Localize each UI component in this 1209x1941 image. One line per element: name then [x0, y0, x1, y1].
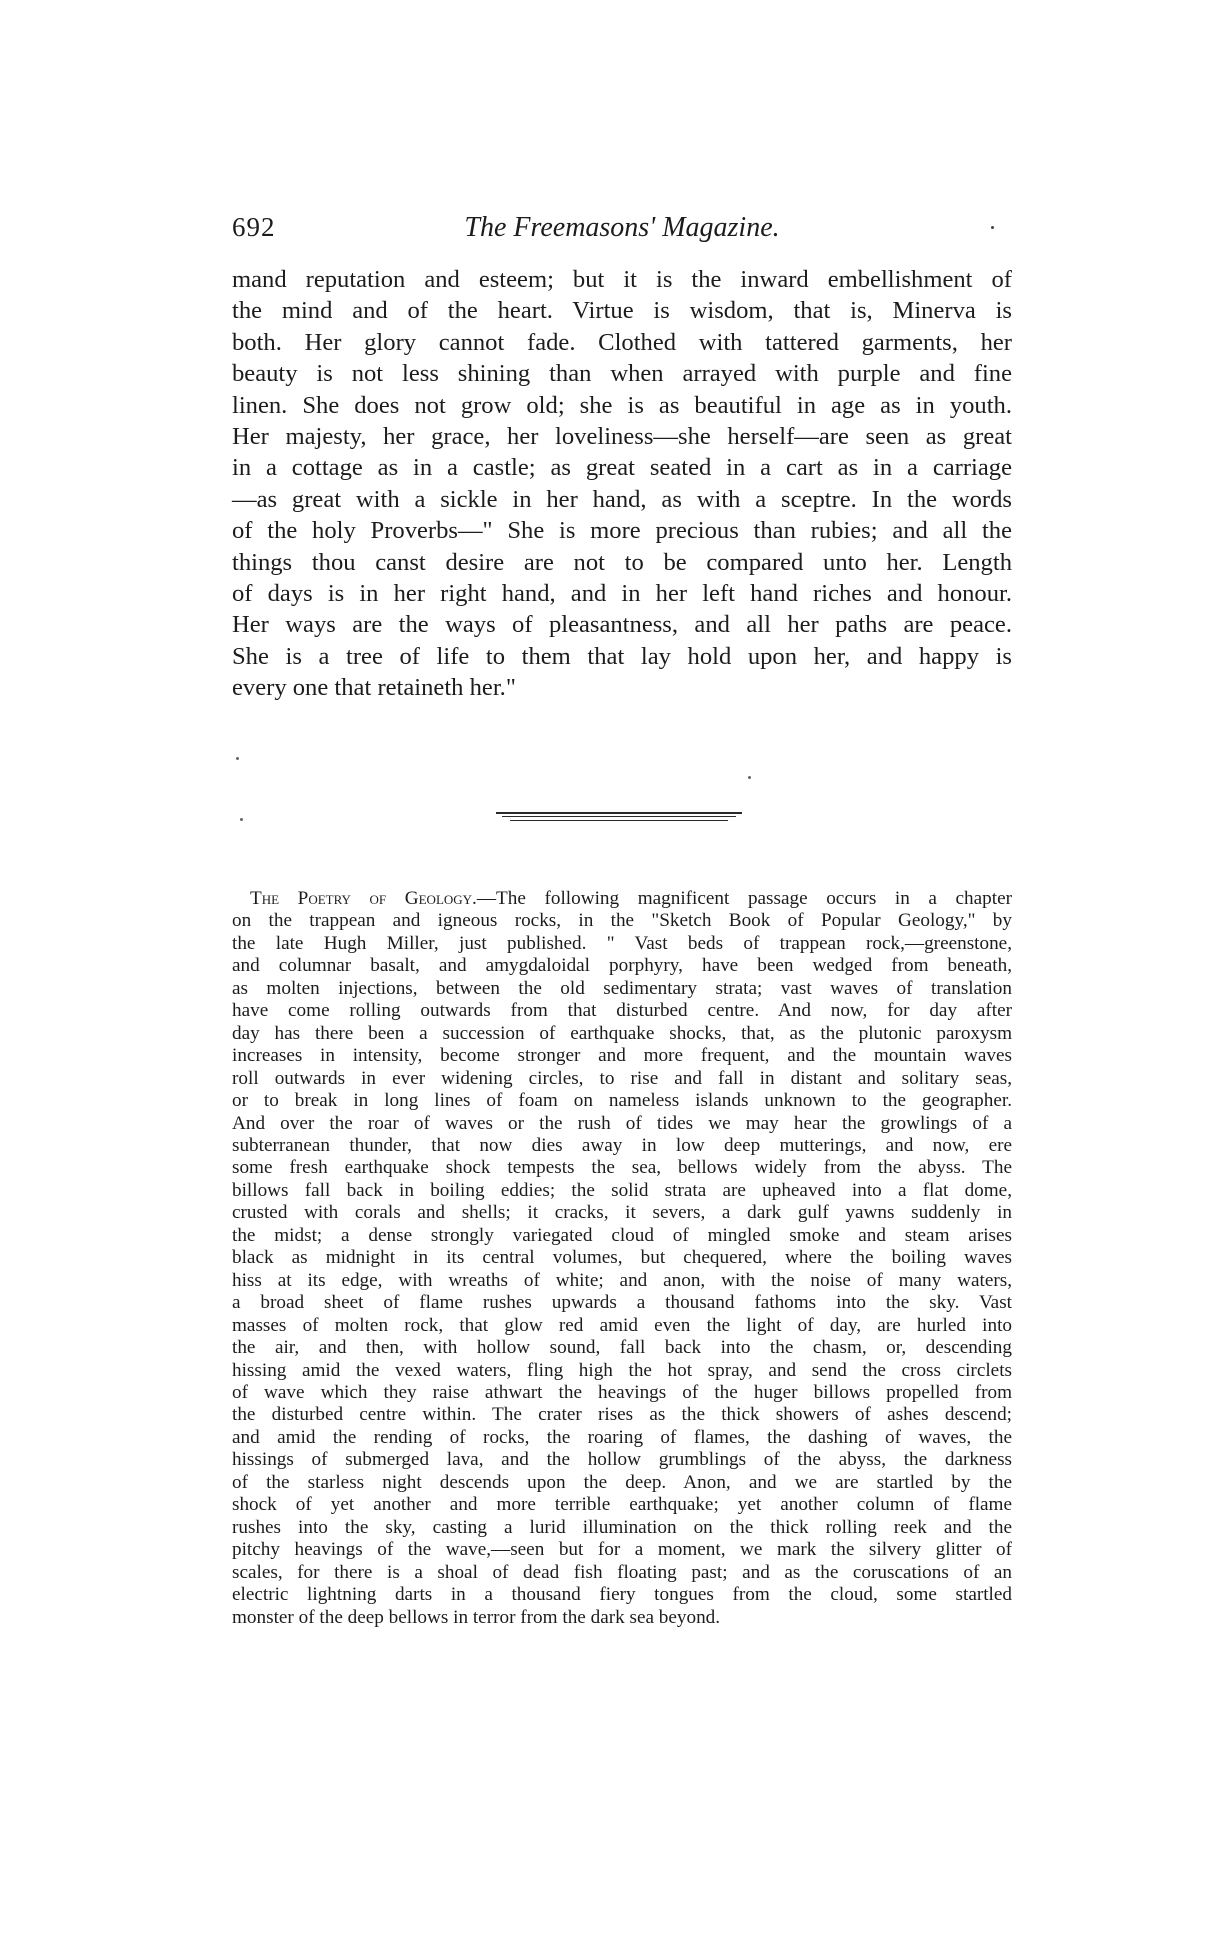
text-line: beauty is not less shining than when arrayed with purple and fine [232, 360, 1012, 388]
text-line: She is a tree of life to them that lay hold upon her, and happy is [232, 642, 1012, 670]
text-line: day has there been a succession of earthquake shocks, that, as the plutonic paroxysm [232, 1022, 1012, 1044]
text-line: shock of yet another and more terrible earthquake; yet another column of flame [232, 1494, 1012, 1516]
text-line-first [232, 888, 1012, 910]
text-line: the late Hugh Miller, just published. " Vast beds of trappean rock,—greenstone, [232, 932, 1012, 954]
text-line: black as midnight in its central volumes, but chequered, where the boiling waves [232, 1247, 1012, 1269]
text-line: both. Her glory cannot fade. Clothed with tattered garments, her [232, 328, 1012, 356]
text-line: a broad sheet of flame rushes upwards a thousand fathoms into the sky. Vast [232, 1292, 1012, 1314]
geology-paragraph [232, 888, 1012, 1629]
text-fragment: —The following magnificent passage occurs in a chapter [476, 888, 1012, 909]
divider-rule [496, 812, 742, 814]
page-number: 692 [232, 212, 276, 242]
text-line: And over the roar of waves or the rush of tides we may hear the growlings of a [232, 1112, 1012, 1134]
text-line: every one that retaineth her." [232, 674, 516, 702]
text-line: crusted with corals and shells; it cracks, it severs, a dark gulf yawns suddenly in [232, 1202, 1012, 1224]
text-line: Her majesty, her grace, her loveliness—she herself—are seen as great [232, 423, 1012, 451]
text-line: as molten injections, between the old sedimentary strata; vast waves of translation [232, 977, 1012, 999]
text-line: on the trappean and igneous rocks, in the "Sketch Book of Popular Geology," by [232, 910, 1012, 932]
text-line: Her ways are the ways of pleasantness, and all her paths are peace. [232, 611, 1012, 639]
text-line: hissings of submerged lava, and the hollow grumblings of the abyss, the darkness [232, 1449, 1012, 1471]
text-line: monster of the deep bellows in terror from the dark sea beyond. [232, 1606, 721, 1628]
text-line: roll outwards in ever widening circles, to rise and fall in distant and solitary seas, [232, 1067, 1012, 1089]
text-line: of the starless night descends upon the deep. Anon, and we are startled by the [232, 1471, 1012, 1493]
divider-rule [502, 816, 736, 817]
text-line: hiss at its edge, with wreaths of white; and anon, with the noise of many waters, [232, 1269, 1012, 1291]
text-line: billows fall back in boiling eddies; the solid strata are upheaved into a flat dome, [232, 1179, 1012, 1201]
text-line: electric lightning darts in a thousand fiery tongues from the cloud, some startled [232, 1584, 1012, 1606]
text-line: the midst; a dense strongly variegated cloud of mingled smoke and steam arises [232, 1224, 1012, 1246]
text-line: things thou canst desire are not to be compared unto her. Length [232, 548, 1012, 576]
text-line: and columnar basalt, and amygdaloidal porphyry, have been wedged from beneath, [232, 955, 1012, 977]
text-line: the air, and then, with hollow sound, fall back into the chasm, or, descending [232, 1337, 1012, 1359]
text-line: of wave which they raise athwart the heavings of the huger billows propelled from [232, 1381, 1012, 1403]
text-line: hissing amid the vexed waters, fling high the hot spray, and send the cross circlets [232, 1359, 1012, 1381]
text-line: increases in intensity, become stronger and more frequent, and the mountain waves [232, 1045, 1012, 1067]
divider-rule [510, 820, 728, 821]
minerva-paragraph [232, 264, 1012, 704]
text-line: masses of molten rock, that glow red amid even the light of day, are hurled into [232, 1314, 1012, 1336]
page-header [232, 212, 1012, 246]
text-line: have come rolling outwards from that disturbed centre. And now, for day after [232, 1000, 1012, 1022]
text-line: rushes into the sky, casting a lurid illumination on the thick rolling reek and the [232, 1516, 1012, 1538]
header-speck [991, 226, 994, 229]
text-line: subterranean thunder, that now dies away in low deep mutterings, and now, ere [232, 1134, 1012, 1156]
running-title: The Freemasons' Magazine. [464, 212, 780, 243]
text-line: in a cottage as in a castle; as great seated in a cart as in a carriage [232, 454, 1012, 482]
print-speck [748, 776, 751, 779]
text-line: of days is in her right hand, and in her left hand riches and honour. [232, 580, 1012, 608]
text-line: scales, for there is a shoal of dead fish floating past; and as the coruscations of an [232, 1561, 1012, 1583]
section-heading: The Poetry of Geology. [250, 888, 477, 909]
text-line: linen. She does not grow old; she is as beautiful in age as in youth. [232, 391, 1012, 419]
text-line: and amid the rending of rocks, the roaring of flames, the dashing of waves, the [232, 1426, 1012, 1448]
section-divider [496, 812, 742, 821]
text-line: pitchy heavings of the wave,—seen but for a moment, we mark the silvery glitter of [232, 1539, 1012, 1561]
print-speck [236, 757, 239, 760]
print-speck [240, 818, 243, 821]
text-line: mand reputation and esteem; but it is the inward embellishment of [232, 266, 1012, 293]
text-line: the mind and of the heart. Virtue is wisdom, that is, Minerva is [232, 297, 1012, 325]
text-line: of the holy Proverbs—" She is more precious than rubies; and all the [232, 517, 1012, 545]
text-line: some fresh earthquake shock tempests the sea, bellows widely from the abyss. The [232, 1157, 1012, 1179]
text-line: the disturbed centre within. The crater rises as the thick showers of ashes descend; [232, 1404, 1012, 1426]
text-line: or to break in long lines of foam on nameless islands unknown to the geographer. [232, 1090, 1012, 1112]
text-line: —as great with a sickle in her hand, as with a sceptre. In the words [232, 485, 1012, 513]
